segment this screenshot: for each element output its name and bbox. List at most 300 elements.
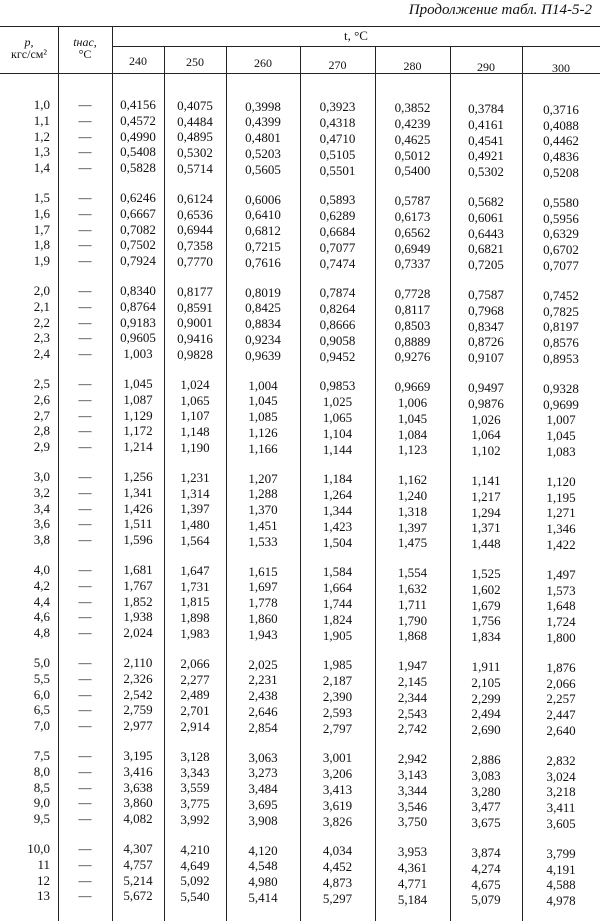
value-cell: 0,4156 <box>120 97 156 112</box>
pressure-cell: 1,5 <box>33 190 50 205</box>
value-cell: 1,504 <box>322 534 353 550</box>
value-cell: 1,938 <box>123 609 153 625</box>
value-cell: 1,664 <box>322 580 353 596</box>
value-cell: 3,218 <box>546 784 576 800</box>
value-cell: 3,695 <box>248 797 278 812</box>
value-cell: 0,7358 <box>177 238 213 254</box>
value-cell: 0,4239 <box>394 116 431 131</box>
value-cell: 0,9001 <box>177 315 213 331</box>
value-cell: 1,681 <box>123 562 153 577</box>
value-cell: 1,852 <box>123 593 153 609</box>
value-cell: 1,190 <box>180 440 210 455</box>
value-cell: 1,511 <box>123 516 153 532</box>
value-cell: 3,799 <box>546 845 576 861</box>
value-cell: 0,7082 <box>120 221 156 237</box>
temperature-header-260: 260 <box>254 56 272 71</box>
value-cell: 1,983 <box>180 626 210 641</box>
value-cell: 2,299 <box>471 690 501 706</box>
value-cell: 0,4088 <box>543 117 579 133</box>
value-cell: 0,5605 <box>245 161 281 177</box>
value-cell: 2,914 <box>180 719 210 734</box>
pressure-cell: 4,0 <box>33 562 50 577</box>
value-cell: 3,619 <box>322 797 353 813</box>
header-tsat-label: tнас, <box>73 35 97 49</box>
value-cell: 1,426 <box>123 500 153 516</box>
value-cell: 0,9276 <box>394 349 431 365</box>
value-cell: 0,7728 <box>394 286 431 302</box>
header-pressure-unit: кгс/см² <box>11 47 47 61</box>
pressure-cell: 8,0 <box>33 763 50 779</box>
value-cell: 0,4075 <box>177 97 213 113</box>
value-cell: 3,750 <box>397 814 428 830</box>
value-cell: 2,494 <box>471 706 501 722</box>
pressure-cell: 4,8 <box>33 625 50 641</box>
value-cell: 2,277 <box>180 671 210 687</box>
value-cell: 0,9639 <box>245 347 281 363</box>
value-cell: 1,026 <box>471 411 501 427</box>
value-cell: 1,102 <box>471 443 501 459</box>
value-cell: 1,065 <box>180 392 210 408</box>
value-cell: 0,6289 <box>319 208 356 224</box>
value-cell: 0,9828 <box>177 347 213 362</box>
value-cell: 1,065 <box>322 410 353 425</box>
value-cell: 1,947 <box>397 658 428 674</box>
value-cell: 1,905 <box>322 627 353 643</box>
temperature-header-250: 250 <box>186 55 204 70</box>
value-cell: 1,985 <box>322 657 353 673</box>
value-cell: 3,343 <box>180 764 210 780</box>
value-cell: 1,129 <box>123 407 153 423</box>
value-cell: 1,573 <box>546 582 576 598</box>
tsat-cell: — <box>78 748 92 763</box>
value-cell: 4,873 <box>322 875 353 890</box>
value-cell: 1,217 <box>471 488 501 504</box>
value-cell: 2,543 <box>397 705 428 721</box>
value-cell: 1,423 <box>322 518 353 534</box>
value-cell: 3,143 <box>397 767 428 782</box>
value-cell: 1,632 <box>397 581 428 596</box>
value-cell: 0,7502 <box>120 237 156 253</box>
value-cell: 1,318 <box>397 503 428 519</box>
tsat-cell: — <box>78 718 92 734</box>
value-cell: 1,214 <box>123 439 153 455</box>
value-cell: 0,9497 <box>468 380 504 395</box>
tsat-cell: — <box>78 500 92 516</box>
value-cell: 3,413 <box>322 782 353 797</box>
value-cell: 1,107 <box>180 408 210 424</box>
value-cell: 3,128 <box>180 748 210 764</box>
value-cell: 1,264 <box>322 487 353 503</box>
value-cell: 1,294 <box>471 504 501 520</box>
value-cell: 0,7616 <box>245 254 281 270</box>
value-cell: 1,172 <box>123 423 153 439</box>
value-cell: 0,5828 <box>120 160 156 176</box>
value-cell: 1,911 <box>471 659 501 674</box>
pressure-cell: 1,8 <box>33 237 50 253</box>
value-cell: 0,4484 <box>177 113 213 129</box>
value-cell: 1,207 <box>248 470 278 486</box>
pressure-cell: 1,0 <box>33 97 50 112</box>
value-cell: 5,414 <box>248 890 278 905</box>
value-cell: 0,7215 <box>245 239 281 254</box>
value-cell: 0,5105 <box>319 146 356 162</box>
value-cell: 0,8889 <box>394 333 431 349</box>
value-cell: 0,7077 <box>543 258 579 273</box>
value-cell: 3,206 <box>322 766 353 782</box>
value-cell: 0,9416 <box>177 331 213 347</box>
temperature-header-300: 300 <box>552 61 570 76</box>
value-cell: 0,9183 <box>120 314 156 330</box>
value-cell: 0,8666 <box>319 317 356 332</box>
value-cell: 3,411 <box>546 800 576 816</box>
tsat-cell: — <box>78 609 92 625</box>
value-cell: 5,540 <box>180 889 210 905</box>
value-cell: 3,416 <box>123 763 153 779</box>
temperature-header-280: 280 <box>403 58 422 73</box>
value-cell: 1,533 <box>248 533 278 549</box>
value-cell: 1,064 <box>471 427 501 443</box>
value-cell: 0,6410 <box>245 207 281 223</box>
value-cell: 0,5408 <box>120 144 156 160</box>
value-cell: 4,675 <box>471 876 501 892</box>
value-cell: 2,832 <box>546 752 576 768</box>
pressure-cell: 2,8 <box>33 423 50 439</box>
value-cell: 1,344 <box>322 503 353 518</box>
pressure-cell: 6,0 <box>33 686 50 702</box>
value-cell: 0,5012 <box>394 147 431 163</box>
value-cell: 0,6667 <box>120 205 156 221</box>
value-cell: 0,8576 <box>543 335 579 351</box>
value-cell: 1,876 <box>546 659 576 675</box>
tsat-cell: — <box>78 283 92 298</box>
pressure-cell: 5,5 <box>33 670 50 686</box>
value-cell: 1,148 <box>180 424 210 440</box>
tsat-cell: — <box>78 97 92 112</box>
pressure-cell: 4,2 <box>33 577 50 593</box>
pressure-cell: 7,5 <box>33 748 50 763</box>
value-cell: 0,6443 <box>468 225 504 241</box>
value-cell: 3,953 <box>397 844 428 860</box>
pressure-cell: 3,8 <box>33 532 50 548</box>
tsat-cell: — <box>78 841 92 856</box>
header-temperature: t, °C <box>344 28 368 43</box>
tsat-cell: — <box>78 625 92 641</box>
value-cell: 0,8591 <box>177 299 213 315</box>
value-cell: 2,742 <box>397 721 428 737</box>
header-tsat <box>58 36 112 60</box>
value-cell: 2,640 <box>546 723 576 738</box>
value-cell: 0,9876 <box>468 395 504 411</box>
value-cell: 0,6949 <box>394 240 431 256</box>
value-cell: 0,5714 <box>177 161 213 176</box>
value-cell: 3,605 <box>546 816 576 831</box>
value-cell: 5,184 <box>397 891 428 907</box>
value-cell: 0,9452 <box>319 348 356 364</box>
value-cell: 1,815 <box>180 594 210 610</box>
value-cell: 0,6562 <box>394 224 431 240</box>
value-cell: 3,280 <box>471 783 501 799</box>
tsat-cell: — <box>78 779 92 795</box>
value-cell: 1,475 <box>397 535 428 551</box>
value-cell: 1,596 <box>123 532 153 548</box>
table-caption: Продолжение табл. П14-5-2 <box>408 2 592 18</box>
temperature-header-270: 270 <box>328 57 347 72</box>
value-cell: 0,8177 <box>177 283 213 299</box>
pressure-cell: 9,5 <box>33 811 50 827</box>
pressure-cell: 2,3 <box>33 330 50 346</box>
tsat-cell: — <box>78 376 92 391</box>
value-cell: 1,868 <box>397 628 428 644</box>
header-tsat-unit: °C <box>78 47 92 61</box>
value-cell: 1,084 <box>397 426 428 442</box>
header-pressure <box>0 36 58 60</box>
pressure-cell: 2,2 <box>33 314 50 330</box>
value-cell: 1,007 <box>546 412 576 428</box>
value-cell: 1,045 <box>123 376 153 391</box>
value-cell: 3,273 <box>248 765 278 781</box>
temperature-header-240: 240 <box>129 54 147 68</box>
tsat-cell: — <box>78 562 92 577</box>
value-cell: 1,004 <box>248 377 278 393</box>
value-cell: 0,4318 <box>319 115 356 131</box>
value-cell: 4,120 <box>248 842 278 858</box>
value-cell: 0,6821 <box>468 241 504 257</box>
value-cell: 1,288 <box>248 486 278 502</box>
value-cell: 4,034 <box>322 843 353 859</box>
value-cell: 1,679 <box>471 597 501 613</box>
value-cell: 0,6536 <box>177 206 213 222</box>
tsat-cell: — <box>78 888 92 904</box>
value-cell: 2,854 <box>248 719 278 735</box>
value-cell: 1,497 <box>546 566 576 582</box>
tsat-cell: — <box>78 763 92 779</box>
pressure-cell: 2,5 <box>33 376 50 391</box>
tsat-cell: — <box>78 655 92 670</box>
value-cell: 2,942 <box>397 751 428 767</box>
value-cell: 0,9853 <box>319 378 356 394</box>
value-cell: 0,4836 <box>543 149 579 165</box>
value-cell: 3,083 <box>471 767 501 783</box>
pressure-cell: 3,6 <box>33 516 50 532</box>
tsat-cell: — <box>78 484 92 500</box>
tsat-cell: — <box>78 469 92 484</box>
value-cell: 0,7924 <box>120 253 156 269</box>
tsat-cell: — <box>78 298 92 314</box>
value-cell: 1,006 <box>397 395 428 410</box>
value-cell: 1,126 <box>248 425 278 440</box>
value-cell: 0,5682 <box>468 194 504 209</box>
value-cell: 1,045 <box>546 428 576 444</box>
value-cell: 1,370 <box>248 502 278 518</box>
value-cell: 1,451 <box>248 518 278 533</box>
value-cell: 2,542 <box>123 686 153 702</box>
value-cell: 2,326 <box>123 670 153 686</box>
pressure-cell: 2,9 <box>33 439 50 455</box>
value-cell: 0,4895 <box>177 129 213 145</box>
value-cell: 1,256 <box>123 469 153 484</box>
value-cell: 3,063 <box>248 749 278 765</box>
value-cell: 1,166 <box>248 440 278 456</box>
value-cell: 4,649 <box>180 857 210 873</box>
tsat-cell: — <box>78 795 92 811</box>
tsat-cell: — <box>78 190 92 205</box>
value-cell: 2,024 <box>123 625 153 641</box>
value-cell: 2,977 <box>123 718 153 734</box>
value-cell: 3,638 <box>123 779 153 795</box>
value-cell: 0,3852 <box>394 100 431 116</box>
value-cell: 0,6124 <box>177 190 213 206</box>
value-cell: 0,4625 <box>394 131 431 147</box>
value-cell: 4,980 <box>248 874 278 890</box>
value-cell: 1,480 <box>180 517 210 533</box>
pressure-cell: 3,4 <box>33 500 50 516</box>
tsat-cell: — <box>78 391 92 407</box>
value-cell: 2,797 <box>322 720 353 736</box>
value-cell: 3,024 <box>546 768 576 784</box>
value-cell: 0,7205 <box>468 257 504 273</box>
value-cell: 4,210 <box>180 841 210 857</box>
value-cell: 0,9328 <box>543 380 579 396</box>
value-cell: 0,5400 <box>394 163 431 179</box>
value-cell: 0,8834 <box>245 316 281 332</box>
value-cell: 1,744 <box>322 596 353 611</box>
value-cell: 1,525 <box>471 566 501 581</box>
value-cell: 0,9605 <box>120 330 156 346</box>
value-cell: 0,7077 <box>319 239 356 255</box>
pressure-cell: 7,0 <box>33 718 50 734</box>
tsat-cell: — <box>78 253 92 269</box>
value-cell: 1,602 <box>471 581 501 597</box>
pressure-cell: 1,4 <box>33 160 50 176</box>
value-cell: 0,5208 <box>543 165 579 180</box>
tsat-cell: — <box>78 702 92 718</box>
value-cell: 0,8340 <box>120 283 156 298</box>
tsat-cell: — <box>78 872 92 888</box>
value-cell: 2,025 <box>248 656 278 672</box>
value-cell: 0,7825 <box>543 303 579 319</box>
value-cell: 2,646 <box>248 704 278 719</box>
value-cell: 4,771 <box>397 875 428 891</box>
value-cell: 2,066 <box>180 655 210 671</box>
value-cell: 1,104 <box>322 425 353 441</box>
value-cell: 4,978 <box>546 893 576 909</box>
value-cell: 2,593 <box>322 704 353 720</box>
value-cell: 0,7337 <box>394 256 431 272</box>
value-cell: 0,5787 <box>394 193 431 209</box>
pressure-cell: 12 <box>37 872 50 888</box>
value-cell: 0,8347 <box>468 318 504 334</box>
value-cell: 2,257 <box>546 691 576 707</box>
value-cell: 1,120 <box>546 473 576 489</box>
value-cell: 1,231 <box>180 469 210 485</box>
value-cell: 1,943 <box>248 626 278 642</box>
pressure-cell: 9,0 <box>33 795 50 811</box>
value-cell: 1,085 <box>248 409 278 425</box>
value-cell: 1,025 <box>322 394 353 410</box>
data-table <box>0 26 600 921</box>
value-cell: 0,6684 <box>319 224 356 239</box>
value-cell: 1,564 <box>180 533 210 548</box>
value-cell: 0,9669 <box>394 379 431 395</box>
tsat-cell: — <box>78 423 92 439</box>
value-cell: 1,397 <box>180 501 210 517</box>
pressure-cell: 2,0 <box>33 283 50 298</box>
pressure-cell: 8,5 <box>33 779 50 795</box>
value-cell: 1,711 <box>398 596 427 612</box>
tsat-cell: — <box>78 532 92 548</box>
value-cell: 0,9234 <box>245 332 281 347</box>
tsat-cell: — <box>78 314 92 330</box>
value-cell: 5,672 <box>123 888 153 904</box>
value-cell: 0,7587 <box>468 287 504 302</box>
value-cell: 1,024 <box>180 376 210 392</box>
value-cell: 1,800 <box>546 630 576 645</box>
tsat-cell: — <box>78 686 92 702</box>
value-cell: 1,371 <box>471 520 501 536</box>
value-cell: 1,045 <box>248 393 278 409</box>
pressure-cell: 3,0 <box>33 469 50 484</box>
pressure-cell: 1,3 <box>33 144 50 160</box>
value-cell: 0,7770 <box>177 254 213 269</box>
value-cell: 1,697 <box>248 579 278 595</box>
value-cell: 3,675 <box>471 815 501 831</box>
value-cell: 0,6329 <box>543 226 579 242</box>
value-cell: 1,648 <box>546 598 576 614</box>
value-cell: 1,860 <box>248 611 278 626</box>
value-cell: 3,001 <box>322 750 353 766</box>
value-cell: 2,145 <box>397 674 428 689</box>
value-cell: 2,105 <box>471 674 501 690</box>
header-sub-rule <box>112 46 600 47</box>
value-cell: 0,6006 <box>245 191 281 207</box>
tsat-cell: — <box>78 330 92 346</box>
pressure-cell: 1,6 <box>33 205 50 221</box>
value-cell: 0,4541 <box>468 132 504 148</box>
tsat-cell: — <box>78 205 92 221</box>
value-cell: 0,9058 <box>319 332 356 348</box>
value-cell: 1,341 <box>123 484 153 500</box>
value-cell: 2,231 <box>248 672 278 688</box>
value-cell: 0,4710 <box>319 131 356 146</box>
value-cell: 4,548 <box>248 858 278 874</box>
value-cell: 1,824 <box>322 611 353 627</box>
value-cell: 4,757 <box>123 856 153 872</box>
value-cell: 3,546 <box>397 798 428 814</box>
value-cell: 1,767 <box>123 577 153 593</box>
value-cell: 1,346 <box>546 521 576 537</box>
pressure-cell: 5,0 <box>33 655 50 670</box>
value-cell: 3,195 <box>123 748 153 763</box>
pressure-cell: 4,6 <box>33 609 50 625</box>
pressure-cell: 1,7 <box>33 221 50 237</box>
value-cell: 0,4572 <box>120 112 156 128</box>
pressure-cell: 11 <box>37 856 50 872</box>
value-cell: 3,775 <box>180 796 210 812</box>
value-cell: 0,7874 <box>319 285 356 301</box>
value-cell: 0,7968 <box>468 302 504 318</box>
value-cell: 3,484 <box>248 781 278 797</box>
tsat-cell: — <box>78 160 92 176</box>
value-cell: 1,045 <box>397 410 428 426</box>
value-cell: 3,874 <box>471 845 501 860</box>
pressure-cell: 10,0 <box>27 841 50 856</box>
value-cell: 0,3923 <box>319 99 356 115</box>
value-cell: 1,314 <box>180 485 210 501</box>
tsat-cell: — <box>78 516 92 532</box>
value-cell: 0,5203 <box>245 146 281 161</box>
tsat-cell: — <box>78 439 92 455</box>
value-cell: 1,756 <box>471 613 501 629</box>
